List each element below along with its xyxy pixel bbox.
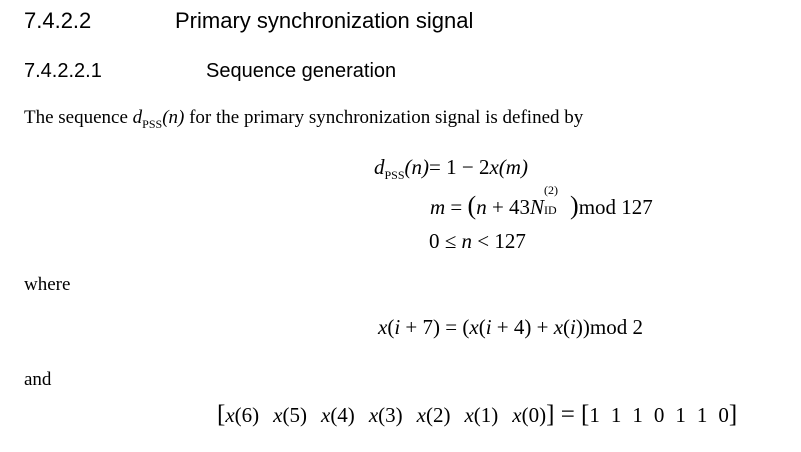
eq1-d: d	[374, 155, 385, 179]
eq4-i2: i	[485, 315, 492, 339]
eq2-N: N	[530, 195, 545, 219]
eq5-value: 1	[696, 403, 708, 427]
eq5-term: (4)	[330, 403, 355, 427]
intro-symbol-arg: (n)	[162, 107, 185, 128]
intro-before: The sequence	[24, 107, 128, 128]
eq2-mod: mod 127	[578, 195, 653, 219]
eq5-term: (5)	[282, 403, 307, 427]
eq5-x: x	[512, 403, 522, 427]
eq4-x1: x	[378, 315, 388, 339]
eq5-value: 0	[718, 403, 729, 427]
eq5-x: x	[273, 403, 283, 427]
eq1-lhs-arg: (n)	[404, 155, 430, 179]
eq4-x3: x	[553, 315, 564, 339]
eq4-arg2-rest: + 4)	[491, 315, 532, 339]
intro-after: for the primary synchronization signal is defined by	[189, 107, 584, 128]
eq5-open: [	[217, 401, 226, 428]
eq5-term: (2)	[425, 403, 451, 427]
eq1-sub: PSS	[384, 168, 405, 182]
intro-symbol-d: d	[132, 107, 143, 128]
eq5-x: x	[368, 403, 379, 427]
eq2-n: n	[476, 195, 487, 219]
eq4-plus: +	[531, 315, 554, 339]
eq2-m: m	[430, 195, 446, 219]
eq5-term: (0)	[521, 403, 547, 427]
eq5-x: x	[464, 403, 474, 427]
eq5-x: x	[320, 403, 331, 427]
equation-recursion	[378, 315, 643, 340]
section-title: Primary synchronization signal	[175, 8, 474, 33]
equation-range	[429, 229, 526, 254]
eq2-plus: + 43	[486, 195, 531, 219]
eq4-mod: mod 2	[589, 315, 643, 339]
eq2-subsup	[544, 183, 570, 217]
eq4-arg1-open: (	[387, 315, 395, 339]
eq4-arg1-rest: + 7)	[400, 315, 441, 339]
eq5-value: 1	[632, 403, 643, 427]
eq2-sub: ID	[544, 203, 557, 217]
eq3-lead: 0 ≤	[429, 229, 462, 253]
eq4-x2: x	[469, 315, 479, 339]
eq5-value: 1	[610, 403, 622, 427]
where-label: where	[24, 274, 71, 295]
and-label: and	[24, 369, 52, 390]
eq5-term: (3)	[378, 403, 403, 427]
eq4-arg3-open: (	[563, 315, 571, 339]
intro-symbol-sub: PSS	[142, 117, 163, 131]
eq5-x: x	[416, 403, 426, 427]
section-number: 7.4.2.2	[24, 8, 92, 33]
subsection-title: Sequence generation	[206, 60, 397, 82]
eq5-close-eq-open: ] = [	[546, 401, 590, 428]
eq4-close: )	[582, 315, 590, 339]
eq1-x: x	[489, 155, 499, 179]
eq5-term: (1)	[473, 403, 499, 427]
eq3-n: n	[461, 229, 473, 253]
eq1-arg: (m)	[498, 155, 528, 179]
eq2-close: )	[570, 191, 579, 220]
equation-initial-state	[217, 402, 737, 428]
eq4-arg2-open: (	[478, 315, 486, 339]
eq4-eq: =	[440, 315, 463, 339]
eq1-rhs: = 1 − 2	[429, 155, 490, 179]
eq2-sup: (2)	[544, 183, 559, 197]
eq4-i1: i	[394, 315, 401, 339]
eq5-value: 1	[589, 403, 600, 427]
eq5-x: x	[225, 403, 235, 427]
eq4-arg3-rest: )	[575, 315, 583, 339]
eq5-close: ]	[728, 401, 738, 428]
eq4-i3: i	[570, 315, 576, 339]
equation-dpss	[374, 155, 528, 180]
equation-m	[430, 183, 653, 220]
subsection-number: 7.4.2.2.1	[24, 60, 102, 82]
eq2-eq: =	[445, 195, 468, 219]
eq5-value: 1	[675, 403, 686, 427]
eq5-value: 0	[653, 403, 665, 427]
eq3-tail: < 127	[472, 229, 526, 253]
eq5-term: (6)	[234, 403, 260, 427]
intro-paragraph	[24, 107, 583, 129]
eq4-open: (	[462, 315, 470, 339]
eq2-open: (	[467, 191, 477, 220]
